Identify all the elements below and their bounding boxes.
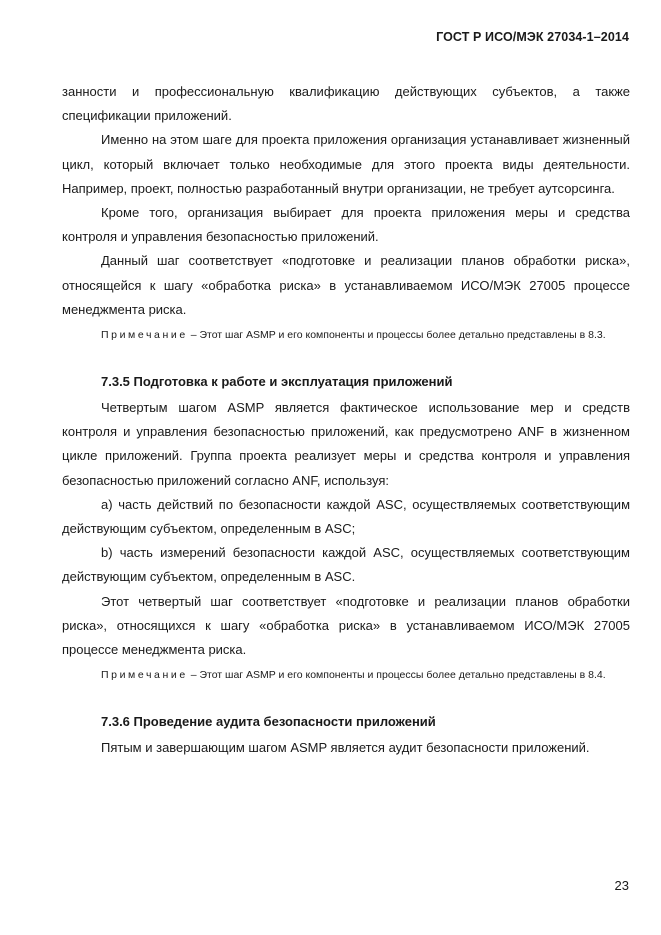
page-number: 23: [614, 878, 629, 893]
paragraph-fifth-step: Пятым и завершающим шагом ASMP является аудит безопасности приложений.: [101, 740, 590, 756]
note-label: Примечание: [101, 329, 188, 342]
section-heading-7-3-5: 7.3.5 Подготовка к работе и эксплуатация приложений: [101, 374, 453, 390]
note-8-3: [62, 325, 630, 346]
section-heading-7-3-6: 7.3.6 Проведение аудита безопасности приложений: [101, 714, 436, 730]
document-header: ГОСТ Р ИСО/МЭК 27034-1–2014: [436, 30, 629, 44]
page-content: [62, 80, 630, 760]
paragraph-fourth-step-risk: Этот четвертый шаг соответствует «подготовке и реализации планов обработки риска», относящихся к шагу «обработка риска» в устанавливаемом ИСО/МЭК 27005 процессе менеджмента риска.: [62, 593, 630, 658]
paragraph-risk-treatment: Данный шаг соответствует «подготовке и реализации планов обработки риска», относящейся к шагу «обработка риска» в устанавливаемом ИСО/МЭК 27005 процессе менеджмента риска.: [62, 253, 630, 317]
paragraph-fourth-step: Четвертым шагом ASMP является фактическое использование мер и средств контроля и управления безопасностью приложений, как предусмотрено ANF в жизненном цикле приложений. Группа проекта реализует меры и средства контроля и управления безопасностью приложений согласно ANF, используя:: [62, 400, 630, 488]
note-8-4: [62, 665, 630, 686]
paragraph-controls-selection: Кроме того, организация выбирает для проекта приложения меры и средства контроля и управления безопасностью приложений.: [62, 205, 630, 245]
note-text: – Этот шаг ASMP и его компоненты и процессы более детально представлены в 8.3.: [187, 329, 606, 342]
list-item-a: a) часть действий по безопасности каждой ASC, осуществляемых соответствующим действующим субъектом, определенным в ASC;: [62, 496, 630, 537]
paragraph-lifecycle: Именно на этом шаге для проекта приложения организация устанавливает жизненный цикл, который включает только необходимые для этого проекта виды деятельности. Например, проект, полностью разработанный внутри организации, не требует аутсорсинга.: [62, 132, 630, 196]
note-text: – Этот шаг ASMP и его компоненты и процессы более детально представлены в 8.4.: [187, 669, 606, 682]
list-item-b: b) часть измерений безопасности каждой ASC, осуществляемых соответствующим действующим субъектом, определенным в ASC.: [62, 545, 630, 585]
paragraph-continuation: занности и профессиональную квалификацию действующих субъектов, а также спецификации приложений.: [62, 84, 630, 124]
note-label: Примечание: [101, 669, 188, 682]
